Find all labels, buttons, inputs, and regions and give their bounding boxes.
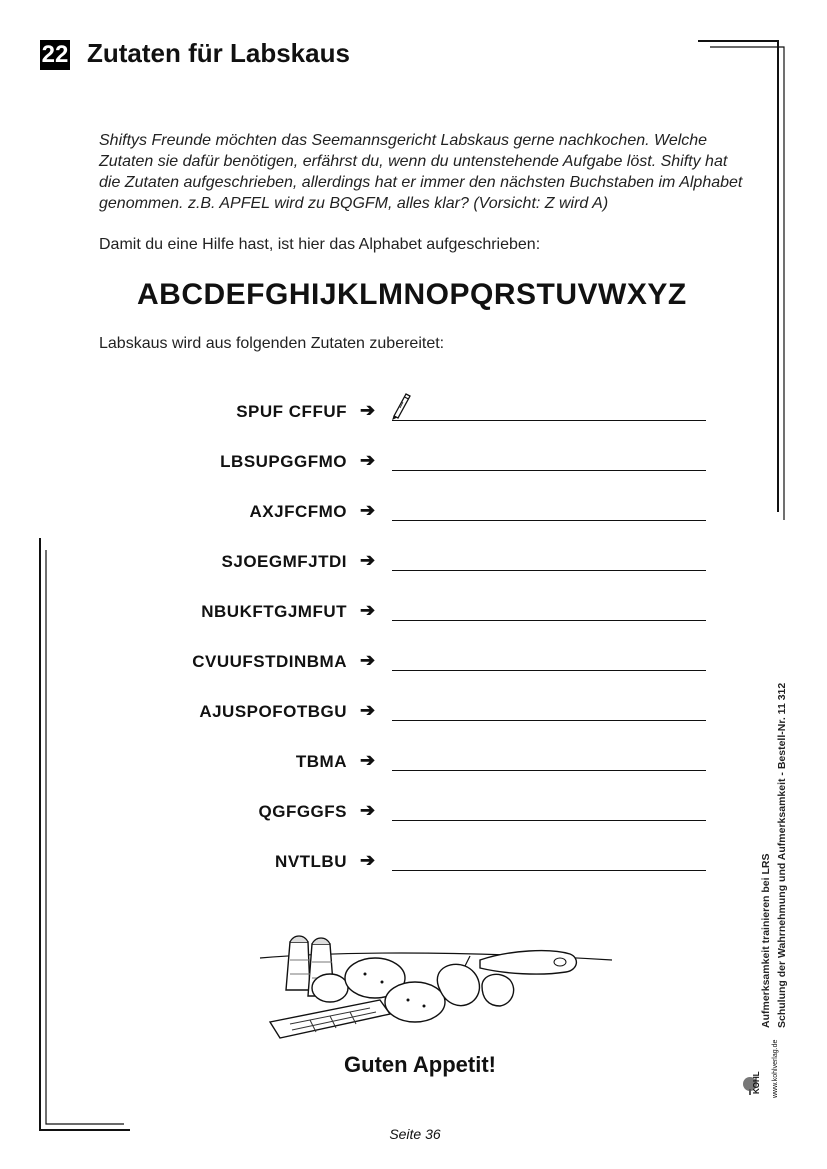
encoded-word: QGFGGFS (258, 802, 347, 821)
page-title: Zutaten für Labskaus (87, 38, 350, 68)
alphabet: ABCDEFGHIJKLMNOPQRSTUVWXYZ (137, 278, 687, 311)
pencil-icon (390, 390, 412, 420)
arrow-icon: ➔ (360, 400, 376, 420)
sidebar-subtitle: Schulung der Wahrnehmung und Aufmerksamkeit - Bestell-Nr. 11 312 (776, 682, 788, 1028)
encoded-word: LBSUPGGFMO (220, 452, 347, 471)
publisher-name: KOHL (752, 1071, 761, 1094)
encoded-word: CVUUFSTDINBMA (192, 652, 347, 671)
page-number: Seite 36 (389, 1126, 441, 1142)
worksheet-number: 22 (41, 41, 69, 68)
corner-decoration-top-right (690, 30, 800, 520)
encoded-word: SJOEGMFJTDI (221, 552, 347, 571)
arrow-icon: ➔ (360, 600, 376, 620)
encoded-word: NVTLBU (275, 852, 347, 871)
answer-line[interactable] (392, 502, 706, 521)
ingredients-intro: Labskaus wird aus folgenden Zutaten zubereitet: (99, 335, 445, 352)
answer-line[interactable] (392, 602, 706, 621)
answer-line[interactable] (392, 652, 706, 671)
answer-line[interactable] (392, 702, 706, 721)
answer-line[interactable] (392, 452, 706, 471)
help-text: Damit du eine Hilfe hast, ist hier das Alphabet aufgeschrieben: (99, 236, 541, 253)
answer-line[interactable] (392, 552, 706, 571)
encoded-word: AJUSPOFOTBGU (199, 702, 347, 721)
publisher-url: www.kohlverlag.de (772, 1039, 779, 1098)
answer-line[interactable] (392, 752, 706, 771)
encoded-word: SPUF CFFUF (236, 402, 347, 421)
arrow-icon: ➔ (360, 500, 376, 520)
sidebar-title: Aufmerksamkeit trainieren bei LRS (760, 853, 772, 1028)
arrow-icon: ➔ (360, 700, 376, 720)
encoded-word: NBUKFTGJMFUT (201, 602, 347, 621)
arrow-icon: ➔ (360, 850, 376, 870)
closing-text: Guten Appetit! (344, 1052, 496, 1077)
answer-line[interactable] (392, 802, 706, 821)
intro-text: Shiftys Freunde möchten das Seemannsgericht Labskaus gerne nachkochen. Welche Zutaten sie dafür benötigen, erfährst du, wenn du untenstehende Aufgabe löst. Shifty hat die Zutaten aufgeschrieben, allerdings hat er immer den nächsten Buchstaben im Alphabet genommen. z.B. APFEL wird zu BQGFM, alles klar? (Vorsicht: Z wird A) (99, 132, 743, 212)
arrow-icon: ➔ (360, 650, 376, 670)
encoded-word: TBMA (295, 752, 347, 771)
food-illustration (250, 930, 620, 1040)
arrow-icon: ➔ (360, 750, 376, 770)
answer-line[interactable] (392, 402, 706, 421)
encoded-word: AXJFCFMO (249, 502, 347, 521)
arrow-icon: ➔ (360, 800, 376, 820)
answer-line[interactable] (392, 852, 706, 871)
publisher-logo (740, 1030, 790, 1100)
arrow-icon: ➔ (360, 450, 376, 470)
arrow-icon: ➔ (360, 550, 376, 570)
